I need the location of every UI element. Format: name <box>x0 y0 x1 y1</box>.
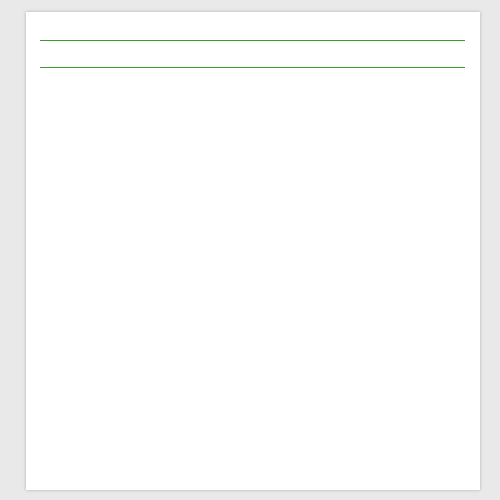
section-title-umgebung <box>40 36 465 41</box>
datasheet-content <box>40 26 465 68</box>
section-title-nachhaltigkeit <box>40 63 465 68</box>
datasheet-page <box>26 12 480 490</box>
